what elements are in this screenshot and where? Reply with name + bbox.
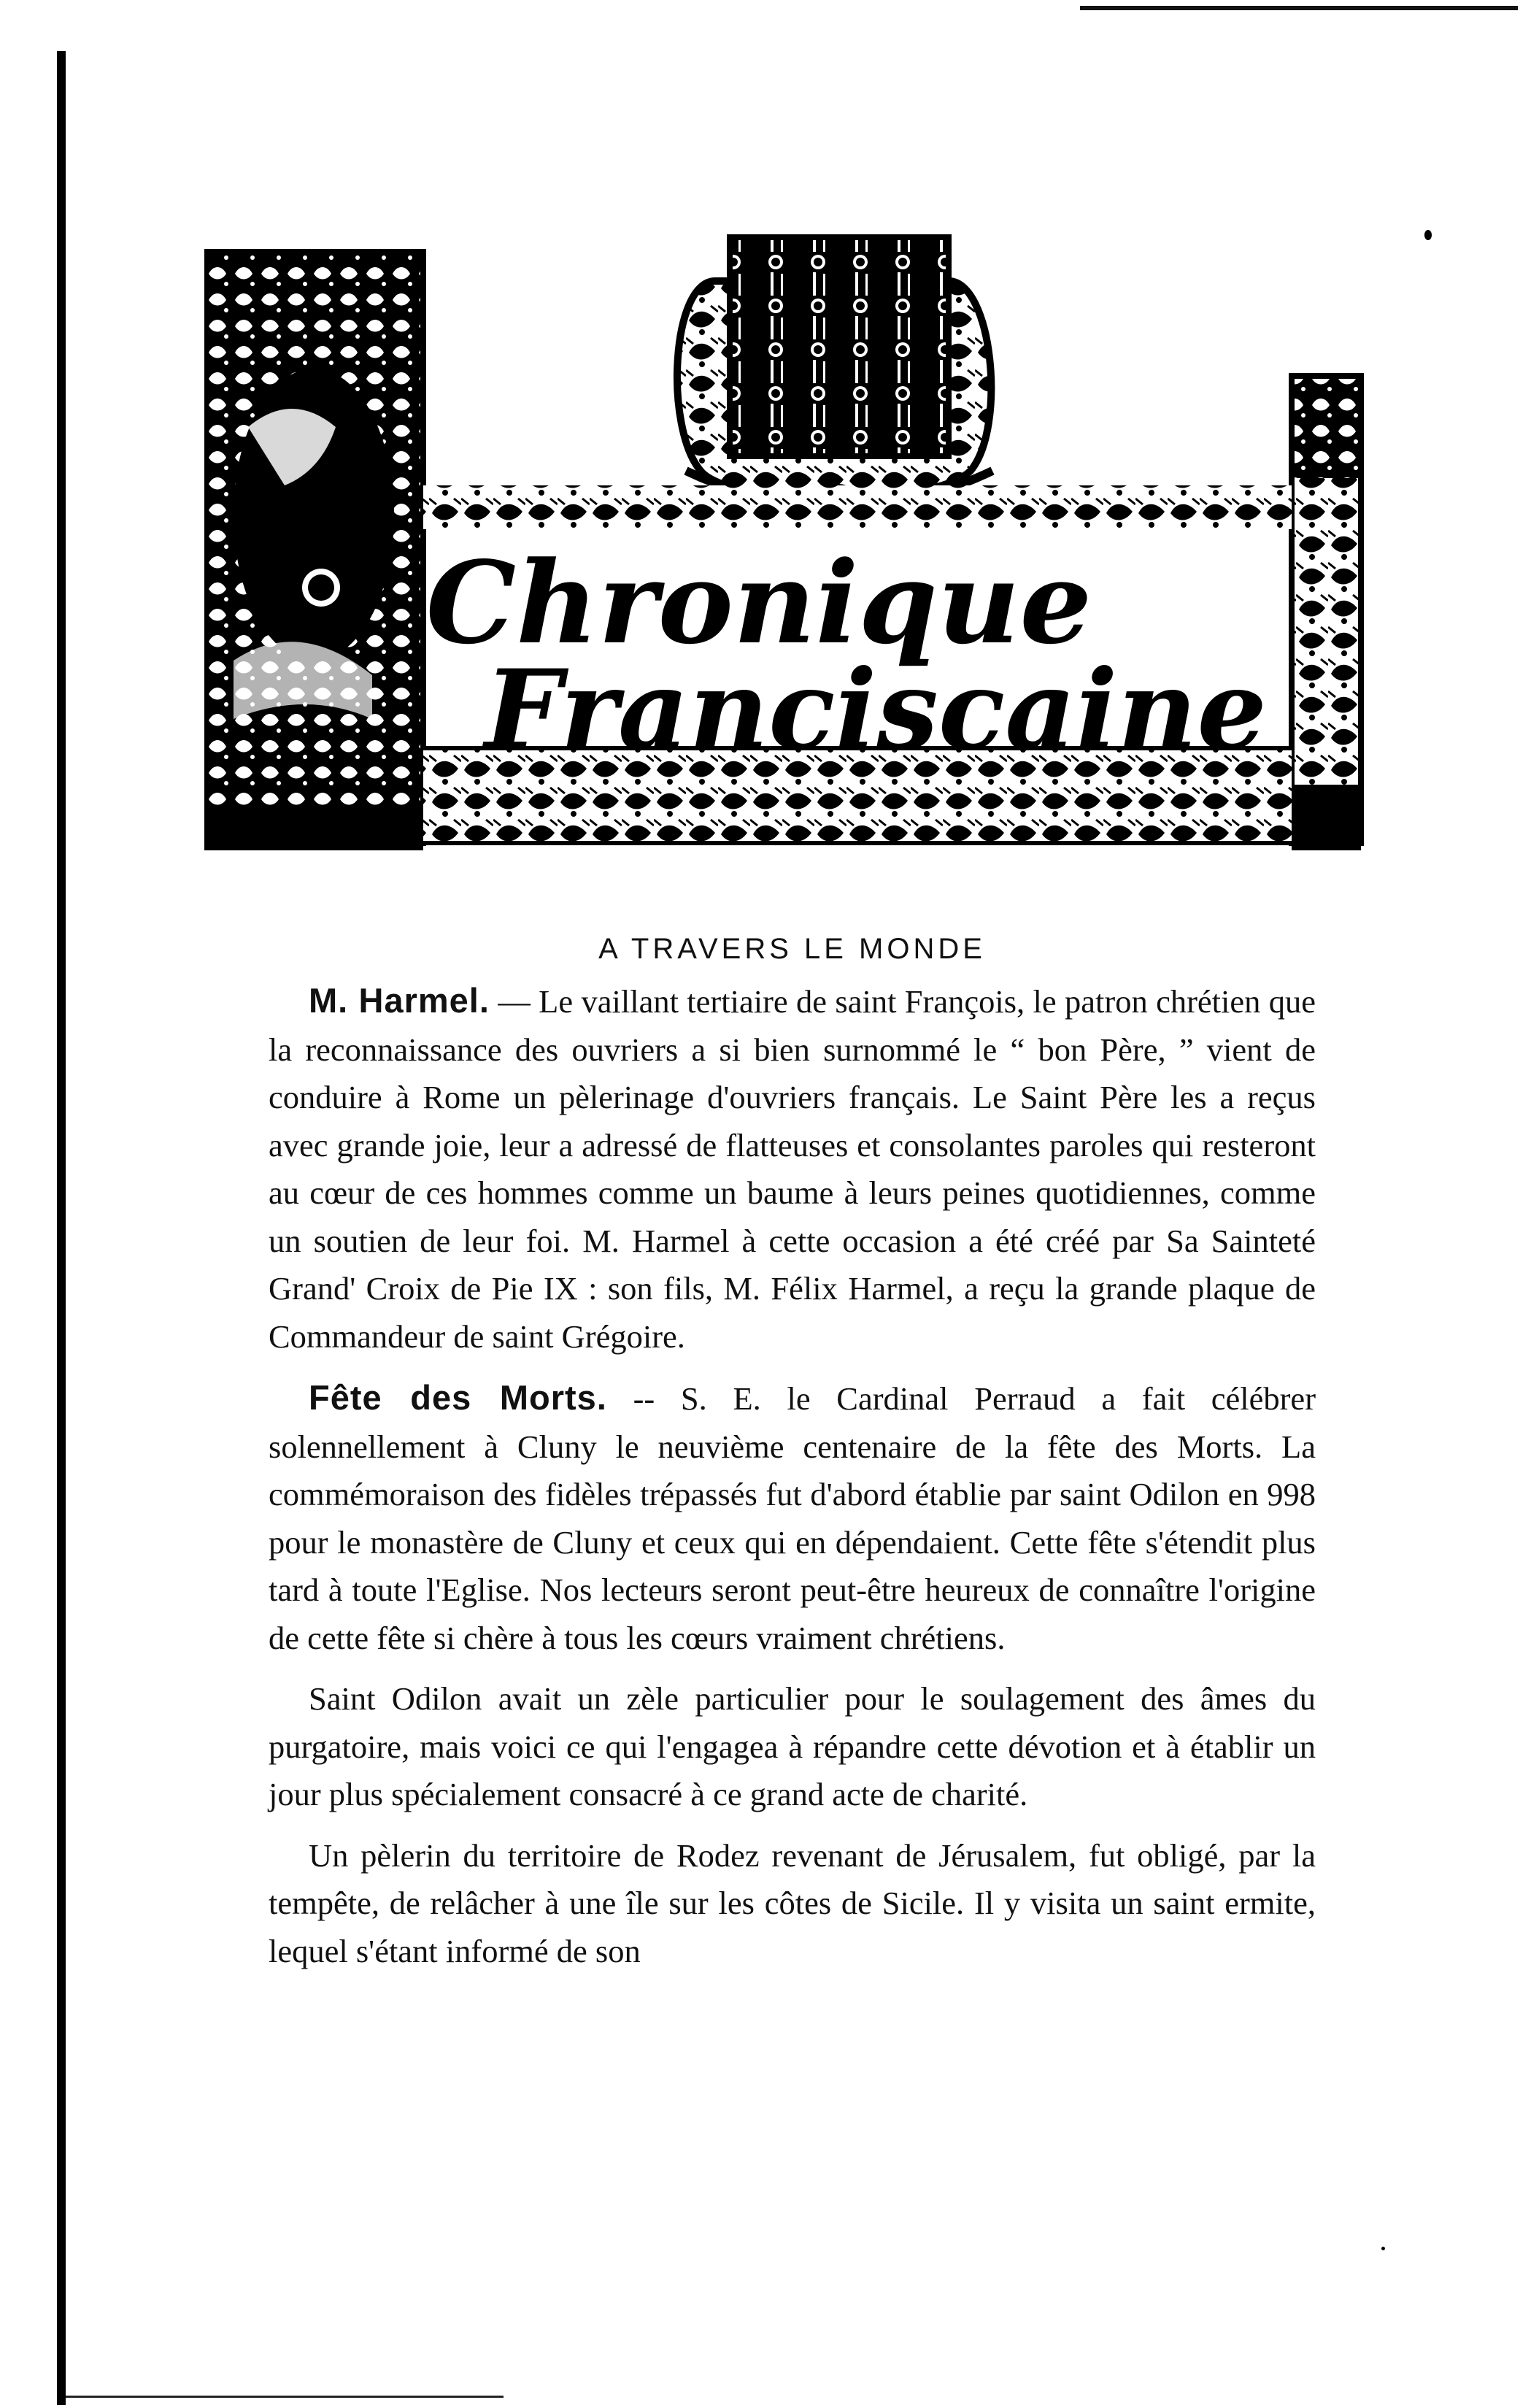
article-title: M. Harmel. xyxy=(309,981,490,1020)
article-harmel xyxy=(269,977,1316,1361)
left-miniature-panel xyxy=(204,252,423,843)
article-title: Fête des Morts. xyxy=(309,1378,607,1417)
header-title-line1: Chronique xyxy=(425,536,1092,669)
title-border-top xyxy=(423,485,1292,529)
right-frame-column xyxy=(1292,376,1361,850)
paragraph: Un pèlerin du territoire de Rodez revenant de Jérusalem, fut obligé, par la tempête, de relâcher à une île sur les côtes de Sicile. Il y visita un saint ermite, lequel s'étant informé de son xyxy=(269,1836,1316,1969)
text-column xyxy=(269,927,1316,1975)
top-rule xyxy=(1080,6,1518,10)
article-body: -- S. E. le Cardinal Perraud a fait célébrer solennellement à Cluny le neuvième centenaire de la fête des Morts. La commémoraison des fidèles trépassés fut d'abord établie par saint Odilon en 998 pour le monastère de Cluny et ceux qui en dépendaient. Cette fête s'étendit plus tard à toute l'Eglise. Nos lecteurs seront peut-être heureux de connaître l'origine de cette fête si chère à tous les cœurs vraiment chrétiens. xyxy=(269,1380,1316,1656)
section-heading: A TRAVERS LE MONDE xyxy=(598,933,986,965)
article-body: — Le vaillant tertiaire de saint François, le patron chrétien que la reconnaissance des ouvriers a si bien surnommé le “ bon Père, ” vient de conduire à Rome un pèlerinage d'ouvriers français. Le Saint Père les a reçus avec grande joie, leur a adressé de flatteuses et consolantes paroles qui resteront au cœur de ces hommes comme un baume à leurs peines quotidiennes, comme un soutien de leur foi. M. Harmel à cette occasion a été créé par Sa Sainteté Grand' Croix de Pie IX : son fils, M. Félix Harmel, a reçu la grande plaque de Commandeur de saint Grégoire. xyxy=(269,983,1316,1355)
ink-speck xyxy=(1381,2247,1385,2250)
paragraph: Saint Odilon avait un zèle particulier pour le soulagement des âmes du purgatoire, mais voici ce qui l'engagea à répandre cette dévotion et à établir un jour plus spécialement consacré à ce grand acte de charité. xyxy=(269,1680,1316,1812)
friars-group-image xyxy=(730,237,949,456)
article-fete-des-morts xyxy=(269,1374,1316,1662)
bottom-rule xyxy=(66,2396,504,2398)
ink-speck xyxy=(1424,230,1432,240)
illuminated-header-svg xyxy=(204,208,1365,894)
illuminated-header xyxy=(204,208,1365,894)
left-base-block xyxy=(204,807,423,850)
left-margin-rule xyxy=(57,51,66,2405)
header-title-line2: Franciscaine xyxy=(485,646,1267,774)
wreath-medallion xyxy=(677,237,992,516)
